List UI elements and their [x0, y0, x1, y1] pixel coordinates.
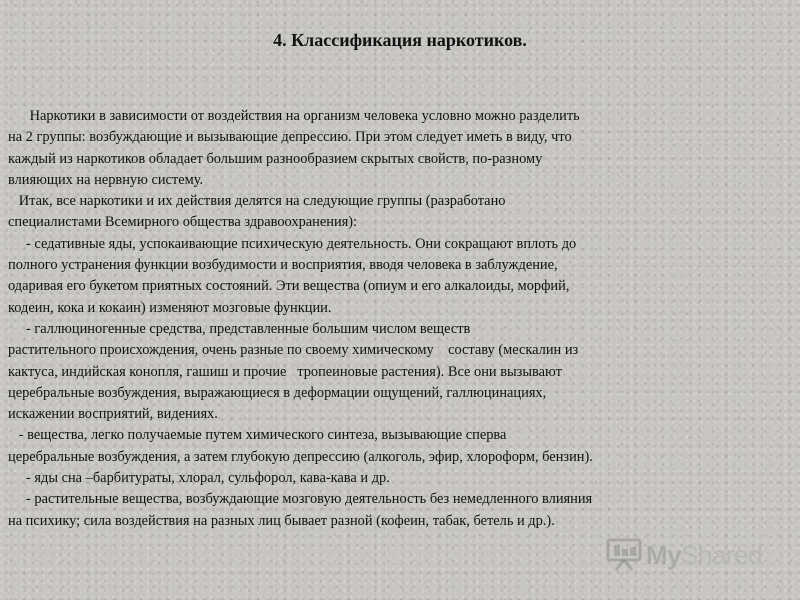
watermark-text-bold: My [646, 539, 682, 570]
body-line: церебральные возбуждения, а затем глубокую депрессию (алкоголь, эфир, хлороформ, бензин). [8, 448, 593, 465]
body-line: кактуса, индийская конопля, гашиш и прочие тропеиновые растения). Все они вызывают [8, 363, 562, 380]
slide-title: 4. Классификация наркотиков. [273, 30, 527, 50]
body-line: на 2 группы: возбуждающие и вызывающие депрессию. При этом следует иметь в виду, что [8, 129, 572, 146]
body-line: влияющих на нервную систему. [8, 171, 204, 188]
body-line: кодеин, кока и кокаин) изменяют мозговые функции. [8, 299, 332, 316]
body-line: - седативные яды, успокаивающие психическую деятельность. Они сокращают вплоть до [8, 235, 577, 252]
slide-body [8, 106, 788, 532]
body-line: Итак, все наркотики и их действия делятся на следующие группы (разработано [8, 193, 506, 210]
body-line: растительного происхождения, очень разные по своему химическому составу (мескалин из [8, 342, 579, 359]
body-line: - яды сна –барбитураты, хлорал, сульфорол, кава-кава и др. [8, 470, 390, 487]
body-line: церебральные возбуждения, выражающиеся в деформации ощущений, галлюцинациях, [8, 384, 547, 401]
presentation-screen-icon [606, 538, 642, 572]
body-line: специалистами Всемирного общества здравоохранения): [8, 214, 358, 231]
watermark-text-regular: Shared [681, 539, 762, 570]
body-line: - растительные вещества, возбуждающие мозговую деятельность без немедленного влияния [8, 491, 593, 508]
body-line: на психику; сила воздействия на разных лиц бывает разной (кофеин, табак, бетель и др.). [8, 512, 555, 529]
body-line: одаривая его букетом приятных состояний. Эти вещества (опиум и его алкалоиды, морфий, [8, 278, 570, 295]
body-line: - галлюциногенные средства, представленные большим числом веществ [8, 320, 471, 337]
watermark-text [646, 540, 762, 571]
body-line: полного устранения функции возбудимости и восприятия, вводя человека в заблуждение, [8, 257, 558, 274]
body-line: - вещества, легко получаемые путем химического синтеза, вызывающие сперва [8, 427, 507, 444]
body-line: искажении восприятий, видениях. [8, 406, 218, 423]
myshared-watermark [606, 537, 766, 573]
body-line: каждый из наркотиков обладает большим разнообразием скрытых свойств, по-разному [8, 150, 543, 167]
body-line: Наркотики в зависимости от воздействия на организм человека условно можно разделить [8, 108, 580, 124]
